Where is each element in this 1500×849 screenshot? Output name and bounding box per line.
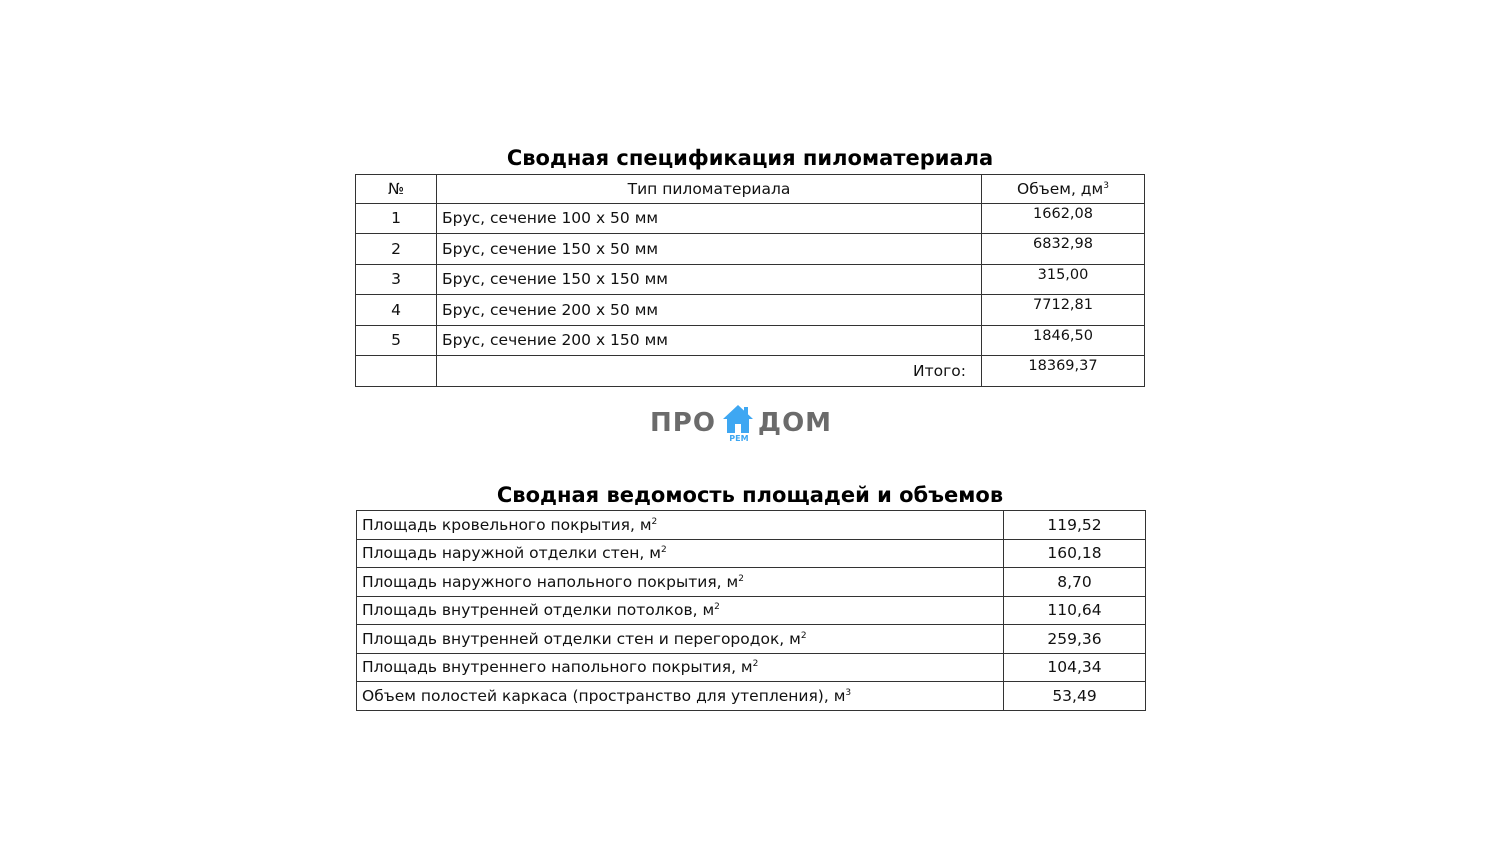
volume-unit-sup: 3	[845, 687, 852, 698]
lumber-spec-table	[355, 174, 1145, 387]
area-unit-sup: 2	[800, 630, 807, 641]
area-value: 160,18	[1004, 539, 1146, 568]
area-value: 104,34	[1004, 653, 1146, 682]
area-label-text: Площадь внутренней отделки потолков, м	[362, 601, 715, 620]
row-volume: 1662,08	[982, 203, 1145, 234]
row-type: Брус, сечение 150 х 50 мм	[437, 234, 982, 265]
row-num: 1	[356, 203, 437, 234]
total-row	[356, 356, 1145, 387]
table-row	[356, 203, 1145, 234]
logo-word-right: ДОМ	[757, 408, 833, 438]
area-label	[357, 653, 1004, 682]
table-row	[357, 596, 1146, 625]
table-row	[357, 511, 1146, 540]
table-row	[357, 625, 1146, 654]
row-num: 5	[356, 325, 437, 356]
area-value: 8,70	[1004, 568, 1146, 597]
area-label-text: Площадь кровельного покрытия, м	[362, 515, 652, 534]
row-type: Брус, сечение 100 х 50 мм	[437, 203, 982, 234]
row-type: Брус, сечение 200 х 150 мм	[437, 325, 982, 356]
prorem-dom-logo	[650, 403, 832, 445]
area-value: 259,36	[1004, 625, 1146, 654]
header-volume	[982, 175, 1145, 204]
table-row	[356, 264, 1145, 295]
header-num: №	[356, 175, 437, 204]
table-row	[357, 539, 1146, 568]
area-label	[357, 511, 1004, 540]
areas-volumes-table	[356, 510, 1146, 711]
row-num: 4	[356, 295, 437, 326]
table-row	[357, 568, 1146, 597]
areas-title: Сводная ведомость площадей и объемов	[496, 483, 1004, 507]
header-volume-sup: 3	[1103, 180, 1109, 191]
area-unit-sup: 2	[714, 602, 720, 613]
area-label	[357, 596, 1004, 625]
area-unit-sup: 2	[651, 516, 658, 527]
area-unit-sup: 2	[738, 573, 744, 584]
table-row	[356, 295, 1145, 326]
logo-word-left: ПРО	[650, 408, 716, 438]
area-value: 119,52	[1004, 511, 1146, 540]
row-num: 2	[356, 234, 437, 265]
row-volume: 1846,50	[982, 325, 1145, 356]
area-unit-sup: 2	[660, 545, 667, 556]
row-volume: 7712,81	[982, 295, 1145, 326]
total-label: Итого:	[437, 356, 982, 387]
table-row	[357, 682, 1146, 711]
volume-label-text: Объем полостей каркаса (пространство для утепления), м	[362, 686, 846, 705]
header-type: Тип пиломатериала	[437, 175, 982, 204]
total-value: 18369,37	[982, 356, 1145, 387]
spec-header-row	[356, 175, 1145, 204]
area-label	[357, 539, 1004, 568]
volume-label	[357, 682, 1004, 711]
row-type: Брус, сечение 200 х 50 мм	[437, 295, 982, 326]
area-label	[357, 568, 1004, 597]
volume-value: 53,49	[1004, 682, 1146, 711]
area-label-text: Площадь наружного напольного покрытия, м	[362, 572, 739, 591]
row-volume: 6832,98	[982, 234, 1145, 265]
table-row	[357, 653, 1146, 682]
table-row	[356, 234, 1145, 265]
area-label	[357, 625, 1004, 654]
area-label-text: Площадь внутреннего напольного покрытия, м	[362, 658, 753, 677]
area-unit-sup: 2	[752, 659, 759, 670]
house-icon	[722, 403, 754, 445]
area-label-text: Площадь наружной отделки стен, м	[362, 544, 661, 563]
spec-title: Сводная спецификация пиломатериала	[506, 146, 994, 170]
row-num: 3	[356, 264, 437, 295]
table-row	[356, 325, 1145, 356]
row-type: Брус, сечение 150 х 150 мм	[437, 264, 982, 295]
total-empty-cell	[356, 356, 437, 387]
logo-word-small: РЕМ	[729, 434, 749, 443]
area-value: 110,64	[1004, 596, 1146, 625]
row-volume: 315,00	[982, 264, 1145, 295]
header-volume-text: Объем, дм	[1017, 179, 1104, 198]
area-label-text: Площадь внутренней отделки стен и перегородок, м	[362, 629, 801, 648]
